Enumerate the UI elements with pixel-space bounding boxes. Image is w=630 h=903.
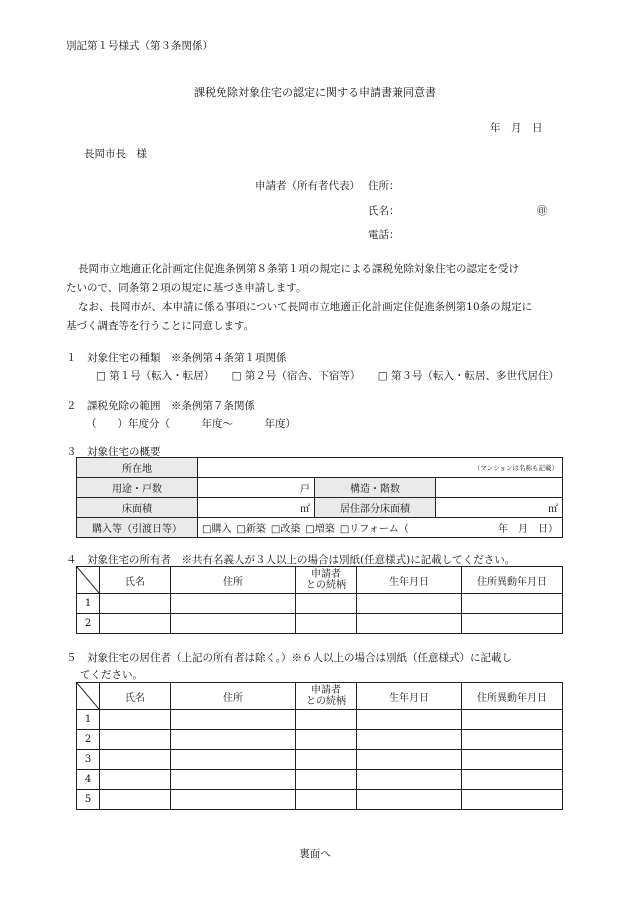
option-type-3[interactable]: □ 第３号（転入・転居、多世代居住） — [377, 370, 559, 382]
applicant-label: 申請者（所有者代表） — [255, 180, 360, 192]
check-rebuild[interactable]: □改築 — [270, 524, 301, 535]
purchase-date[interactable]: 年 月 日） — [498, 524, 558, 535]
date-line: 年 月 日 — [490, 122, 543, 134]
section1-options — [96, 368, 559, 383]
residential-area-field[interactable]: ㎡ — [436, 498, 563, 518]
col-move-date: 住所異動年月日 — [462, 683, 563, 710]
para2-line1: なお、長岡市が、本申請に係る事項について長岡市立地適正化計画定住促進条例第10条の規定に — [78, 301, 533, 313]
check-renovation[interactable]: □リフォーム（ — [339, 524, 409, 535]
address-label[interactable]: 住所： — [368, 180, 400, 192]
name-label[interactable]: 氏名： — [368, 205, 400, 217]
para2-line2: 基づく調査等を行うことに同意します。 — [66, 320, 255, 332]
para1-line2: たいので、同条第２項の規定に基づき申請します。 — [66, 282, 307, 294]
owner-table — [76, 566, 563, 634]
table-row: 4 — [77, 770, 563, 790]
housing-overview-table — [76, 457, 563, 538]
col-birthdate: 生年月日 — [357, 567, 462, 594]
table-row: 1 — [77, 594, 563, 614]
col-move-date: 住所異動年月日 — [462, 567, 563, 594]
col-relationship: 申請者 との続柄 — [296, 567, 357, 594]
addressee: 長岡市長 様 — [84, 148, 147, 160]
usage-label: 用途・戸数 — [77, 478, 198, 498]
floor-area-field[interactable]: ㎡ — [198, 498, 315, 518]
table-row: 5 — [77, 790, 563, 810]
structure-label: 構造・階数 — [315, 478, 436, 498]
table-row: 1 — [77, 710, 563, 730]
col-address: 住所 — [171, 567, 296, 594]
structure-field[interactable] — [436, 478, 563, 498]
location-label: 所在地 — [77, 458, 198, 478]
check-new-build[interactable]: □新築 — [236, 524, 266, 535]
form-number: 別記第１号様式（第３条関係） — [66, 40, 213, 52]
purchase-label: 購入等（引渡日等） — [77, 518, 198, 538]
col-relationship: 申請者 との続柄 — [296, 683, 357, 710]
corner-cell — [77, 683, 100, 710]
phone-label[interactable]: 電話： — [368, 229, 400, 241]
section1-heading: １ 対象住宅の種類 ※条例第４条第１項関係 — [66, 352, 287, 364]
check-extension[interactable]: □増築 — [305, 524, 335, 535]
col-name: 氏名 — [100, 567, 171, 594]
para1-line1: 長岡市立地適正化計画定住促進条例第８条第１項の規定による課税免除対象住宅の認定を受け — [78, 263, 519, 275]
purchase-field[interactable] — [198, 518, 563, 538]
col-birthdate: 生年月日 — [357, 683, 462, 710]
section2-range[interactable]: （ ）年度分（ 年度～ 年度） — [86, 418, 296, 430]
section5-heading: ５ 対象住宅の居住者（上記の所有者は除く。）※６人以上の場合は別紙（任意様式）に記載し — [66, 652, 513, 664]
section4-heading: ４ 対象住宅の所有者 ※共有名義人が３人以上の場合は別紙(任意様式)に記載してください。 — [66, 554, 516, 566]
location-field[interactable] — [198, 458, 563, 478]
corner-cell — [77, 567, 100, 594]
section2-heading: ２ 課税免除の範囲 ※条例第７条関係 — [66, 400, 255, 412]
body-paragraph-1 — [66, 260, 566, 336]
resident-table — [76, 682, 563, 810]
option-type-2[interactable]: □ 第２号（宿舎、下宿等） — [231, 370, 361, 382]
section5-heading-cont: てください。 — [80, 669, 143, 681]
table-row: 2 — [77, 614, 563, 634]
seal-icon: ㊞ — [537, 205, 548, 217]
footer-next-page: 裏面へ — [299, 848, 331, 860]
option-type-1[interactable]: □ 第１号（転入・転居） — [96, 370, 215, 382]
section3-heading: ３ 対象住宅の概要 — [66, 446, 161, 458]
usage-field[interactable]: 戸 — [198, 478, 315, 498]
table-row: 3 — [77, 750, 563, 770]
table-row: 2 — [77, 730, 563, 750]
page-title: 課税免除対象住宅の認定に関する申請書兼同意書 — [194, 86, 436, 99]
residential-area-label: 居住部分床面積 — [315, 498, 436, 518]
col-address: 住所 — [171, 683, 296, 710]
location-note: （マンションは名称も記載） — [473, 464, 558, 472]
col-name: 氏名 — [100, 683, 171, 710]
floor-area-label: 床面積 — [77, 498, 198, 518]
check-purchase[interactable]: □購入 — [202, 524, 232, 535]
